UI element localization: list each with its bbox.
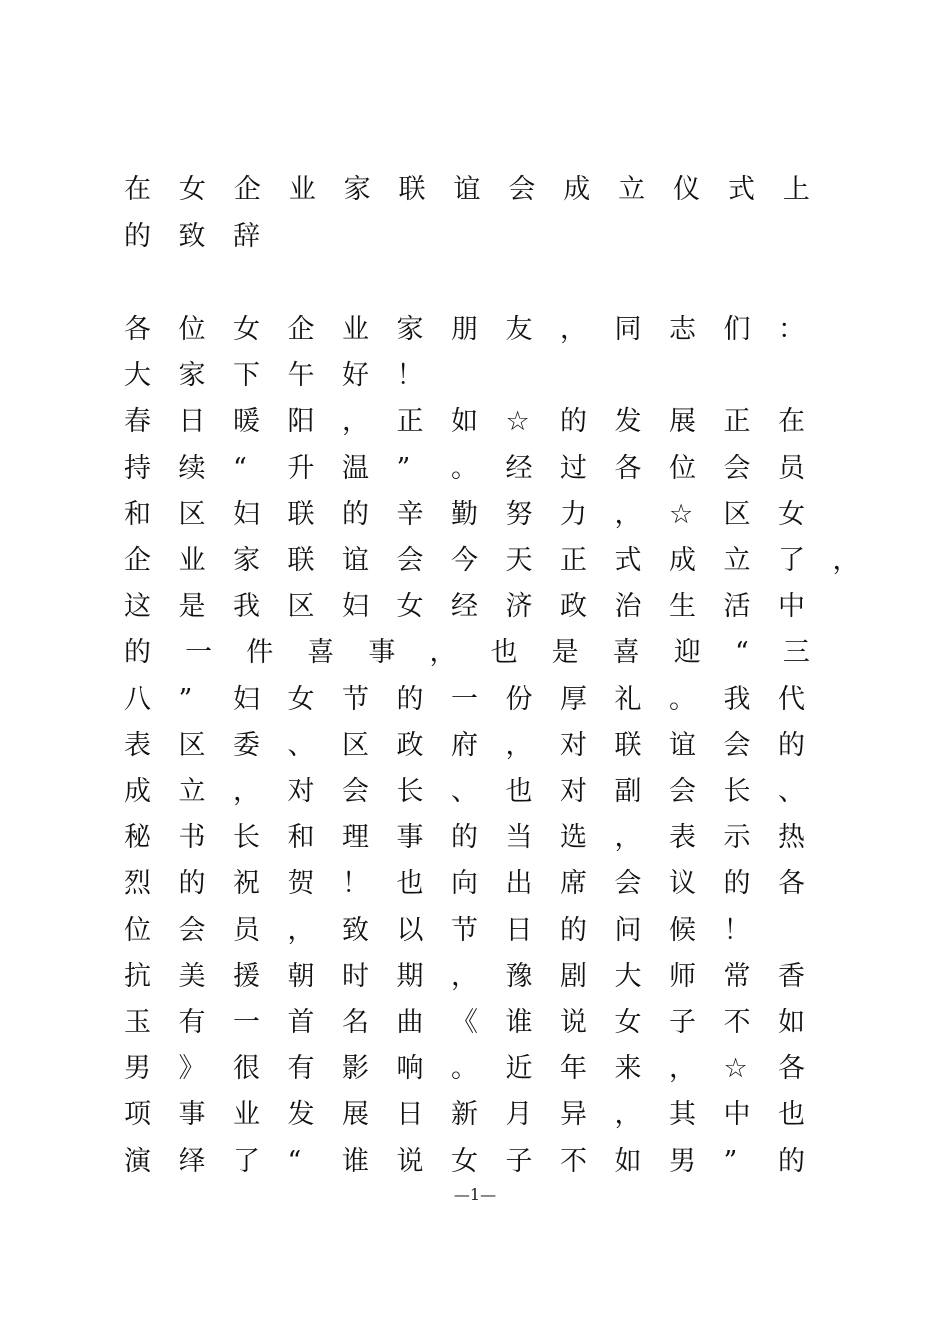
body-line: 各 位 女 企 业 家 朋 友 ， 同 志 们 ： [124, 314, 805, 345]
body-line: 玉 有 一 首 名 曲 《 谁 说 女 子 不 如 [124, 1007, 805, 1038]
body-line: 秘 书 长 和 理 事 的 当 选 ， 表 示 热 [124, 822, 805, 853]
body-line: 和 区 妇 联 的 辛 勤 努 力 ， ☆ 区 女 [124, 499, 805, 530]
title-line: 在 女 企 业 家 联 谊 会 成 立 仪 式 上 [124, 174, 810, 205]
body-line: 表 区 委 、 区 政 府 ， 对 联 谊 会 的 [124, 730, 805, 761]
body-line: 这 是 我 区 妇 女 经 济 政 治 生 活 中 [124, 591, 805, 622]
body-line: 八 ” 妇 女 节 的 一 份 厚 礼 。 我 代 [124, 684, 805, 715]
body-line: 抗 美 援 朝 时 期 ， 豫 剧 大 师 常 香 [124, 961, 805, 992]
body-line: 的 一 件 喜 事 ， 也 是 喜 迎 “ 三 [124, 637, 810, 668]
body-line: 项 事 业 发 展 日 新 月 异 ， 其 中 也 [124, 1099, 805, 1130]
page-number: —1— [453, 1185, 497, 1204]
body-line: 成 立 ， 对 会 长 、 也 对 副 会 长 、 [124, 776, 805, 807]
body-line: 演 绎 了 “ 谁 说 女 子 不 如 男 ” 的 [124, 1146, 805, 1177]
body-line: 持 续 “ 升 温 ” 。 经 过 各 位 会 员 [124, 453, 805, 484]
body-line: 春 日 暖 阳 ， 正 如 ☆ 的 发 展 正 在 [124, 406, 805, 437]
body-line: 位 会 员 ， 致 以 节 日 的 问 候 ！ [124, 915, 751, 946]
body-line: 烈 的 祝 贺 ！ 也 向 出 席 会 议 的 各 [124, 868, 805, 899]
title-line: 的 致 辞 [124, 221, 260, 252]
body-line: 男 》 很 有 影 响 。 近 年 来 ， ☆ 各 [124, 1053, 805, 1084]
body-line: 企 业 家 联 谊 会 今 天 正 式 成 立 了 ， [124, 545, 860, 576]
body-line: 大 家 下 午 好 ！ [124, 360, 424, 391]
